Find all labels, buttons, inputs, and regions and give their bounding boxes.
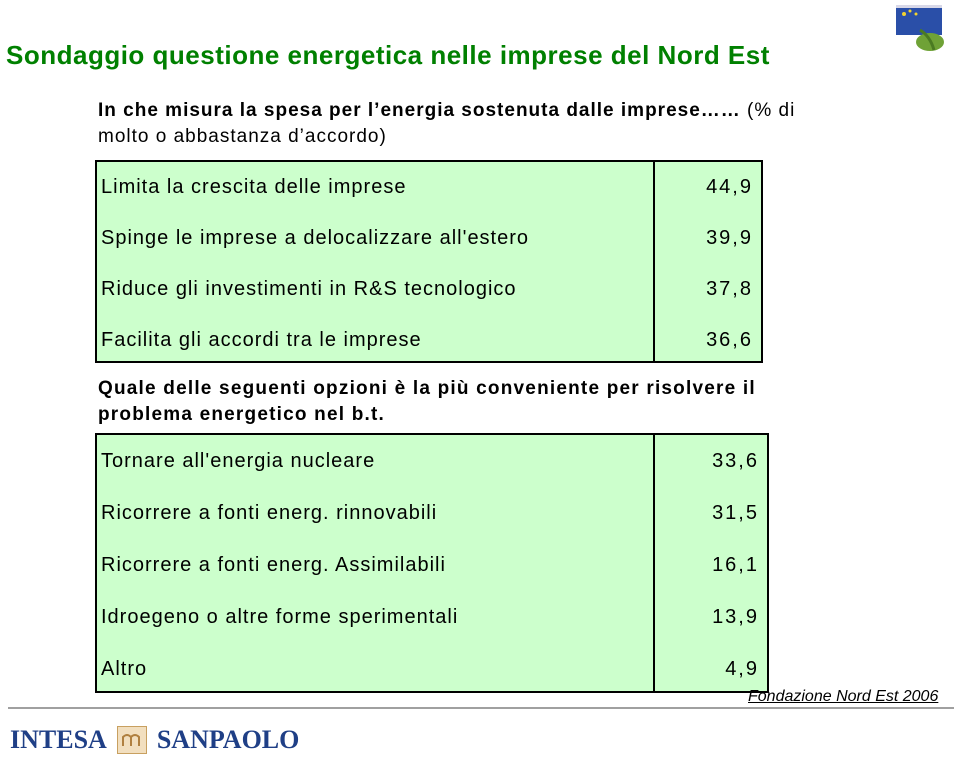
brand-mark-icon [117,726,147,754]
table-2-values [654,434,768,692]
page-title: Sondaggio questione energetica nelle imprese del Nord Est [6,40,770,70]
table-row-value: 13,9 [712,606,759,628]
table-row-label: Riduce gli investimenti in R&S tecnologico [101,278,517,300]
question-1-bold: In che misura la spesa per l’energia sostenuta dalle imprese…… [98,100,741,121]
table-row-label: Ricorrere a fonti energ. rinnovabili [101,502,438,524]
table-1-labels [96,161,654,362]
table-row-label: Limita la crescita delle imprese [101,176,407,198]
eu-flag-logo [890,2,950,54]
intesa-sanpaolo-logo [10,723,299,757]
table-row-label: Tornare all'energia nucleare [101,450,376,472]
table-2-labels [96,434,654,692]
question-1 [98,98,798,150]
table-2 [95,433,769,693]
brand-left: INTESA [10,725,107,754]
question-1-note: (% di molto o abbastanza d’accordo) [98,100,796,147]
table-row-value: 16,1 [712,554,759,576]
table-row-value: 44,9 [706,176,753,198]
table-row-label: Spinge le imprese a delocalizzare all'estero [101,227,530,249]
table-row-value: 4,9 [725,658,759,680]
table-1-values [654,161,762,362]
table-row-label: Ricorrere a fonti energ. Assimilabili [101,554,446,576]
table-row-value: 31,5 [712,502,759,524]
question-2: Quale delle seguenti opzioni è la più conveniente per risolvere il problema energetico nel b.t. [98,378,756,425]
table-row-label: Facilita gli accordi tra le imprese [101,329,422,351]
table-row-value: 37,8 [706,278,753,300]
table-row-value: 36,6 [706,329,753,351]
brand-right: SANPAOLO [156,725,300,754]
footer-divider [8,707,954,709]
source-note: Fondazione Nord Est 2006 [748,688,939,705]
table-1 [95,160,763,363]
table-row-label: Idroegeno o altre forme sperimentali [101,606,459,628]
table-row-value: 33,6 [712,450,759,472]
table-row-value: 39,9 [706,227,753,249]
table-row-label: Altro [101,658,148,680]
